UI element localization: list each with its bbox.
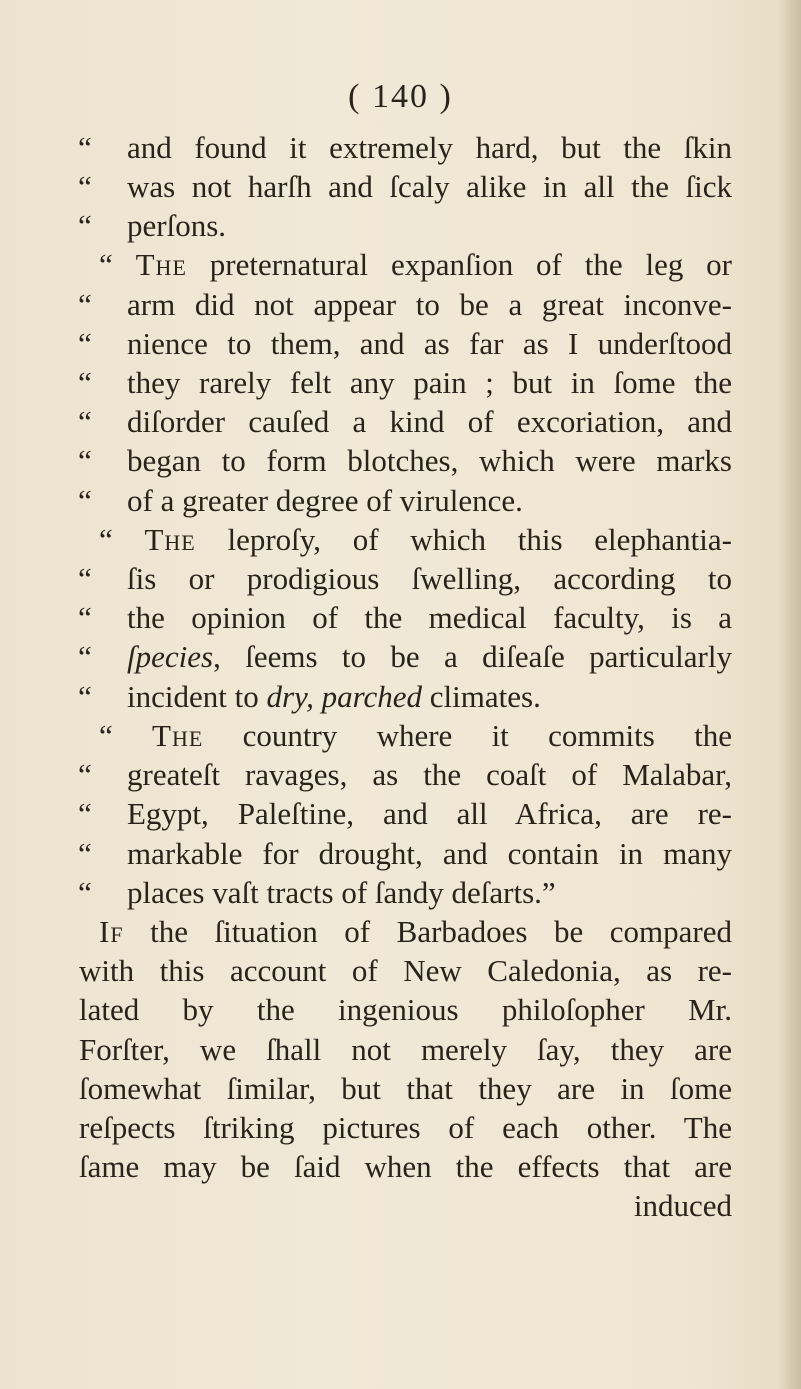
text-line [0, 559, 801, 599]
line-text [99, 520, 732, 560]
text-line [0, 285, 801, 325]
text-line [0, 1030, 801, 1070]
quote-mark: “ [99, 522, 145, 557]
text-line [0, 990, 801, 1030]
quote-mark: “ [78, 326, 92, 361]
line-text: nience to them, and as far as I underſtood [127, 326, 732, 361]
quote-mark: “ [78, 443, 92, 478]
quote-mark: “ [78, 130, 92, 165]
line-text: lated by the ingenious philoſopher Mr. [79, 992, 732, 1027]
line-text: perſons. [127, 208, 227, 243]
line-text: places vaſt tracts of ſandy deſarts.” [127, 875, 556, 910]
text-line [0, 128, 801, 168]
line-text [127, 677, 541, 717]
line-text: ſomewhat ſimilar, but that they are in ſome [79, 1071, 732, 1106]
small-caps-word: If [99, 914, 124, 949]
quote-mark: “ [78, 600, 92, 635]
line-text: of a greater degree of virulence. [127, 483, 523, 518]
line-text: with this account of New Caledonia, as re- [79, 953, 732, 988]
line-text-rest: the ſituation of Barbadoes be compared [123, 914, 732, 949]
page-number: ( 140 ) [348, 78, 453, 115]
line-text [99, 245, 732, 285]
text-line [0, 794, 801, 834]
line-text-rest: climates. [422, 679, 541, 714]
line-text-rest: leproſy, of which this elephantia- [195, 522, 732, 557]
line-text: Egypt, Paleſtine, and all Africa, are re- [127, 796, 732, 831]
quote-mark: “ [78, 169, 92, 204]
line-text: arm did not appear to be a great inconve- [127, 287, 732, 322]
line-text: markable for drought, and contain in many [127, 836, 732, 871]
text-line [0, 1069, 801, 1109]
text-line [0, 167, 801, 207]
catchword-line [0, 1186, 801, 1226]
line-text [99, 716, 732, 756]
text-line [0, 1147, 801, 1187]
quote-mark: “ [78, 757, 92, 792]
line-text-start: incident to [127, 679, 267, 714]
text-line [0, 598, 801, 638]
line-text: was not harſh and ſcaly alike in all the ſick [127, 169, 732, 204]
line-text: ſis or prodigious ſwelling, according to [127, 561, 732, 596]
quote-mark: “ [78, 561, 92, 596]
text-line [0, 637, 801, 677]
line-text: greateſt ravages, as the coaſt of Malabar, [127, 757, 732, 792]
text-line [0, 677, 801, 717]
text-line [0, 402, 801, 442]
text-line [0, 716, 801, 756]
line-text-rest: country where it commits the [203, 718, 733, 753]
line-text: the opinion of the medical faculty, is a [127, 600, 732, 635]
quote-mark: “ [78, 483, 92, 518]
quote-mark: “ [78, 365, 92, 400]
quote-mark: “ [78, 679, 92, 714]
line-text: reſpects ſtriking pictures of each other. The [79, 1110, 732, 1145]
line-text: diſorder cauſed a kind of excoriation, and [127, 404, 732, 439]
italic-words: dry, parched [266, 679, 423, 714]
line-text: and found it extremely hard, but the ſkin [127, 130, 732, 165]
text-line [0, 441, 801, 481]
text-line [0, 912, 801, 952]
quote-mark: “ [78, 796, 92, 831]
quote-mark: “ [78, 836, 92, 871]
quote-mark: “ [78, 287, 92, 322]
quote-mark: “ [99, 247, 136, 282]
text-line [0, 324, 801, 364]
text-line [0, 873, 801, 913]
quote-mark: “ [99, 718, 153, 753]
italic-word: ſpecies [127, 639, 214, 674]
line-text [99, 912, 732, 952]
line-text: they rarely felt any pain ; but in ſome the [127, 365, 732, 400]
small-caps-word: The [135, 247, 187, 282]
text-line [0, 755, 801, 795]
quote-mark: “ [78, 639, 92, 674]
text-line [0, 1108, 801, 1148]
quote-mark: “ [78, 404, 92, 439]
line-text-rest: preternatural expanſion of the leg or [186, 247, 733, 282]
text-line [0, 520, 801, 560]
small-caps-word: The [144, 522, 196, 557]
line-text: began to form blotches, which were marks [127, 443, 732, 478]
line-text-rest: , ſeems to be a diſeaſe particularly [213, 639, 732, 674]
quote-mark: “ [78, 875, 92, 910]
text-line [0, 481, 801, 521]
line-text: Forſter, we ſhall not merely ſay, they are [79, 1032, 732, 1067]
line-text: ſame may be ſaid when the effects that are [79, 1149, 732, 1184]
line-text [127, 637, 732, 677]
catchword: induced [633, 1188, 732, 1223]
text-line [0, 951, 801, 991]
text-line [0, 245, 801, 285]
quote-mark: “ [78, 208, 92, 243]
text-line [0, 834, 801, 874]
small-caps-word: The [152, 718, 204, 753]
text-line [0, 206, 801, 246]
text-line [0, 363, 801, 403]
